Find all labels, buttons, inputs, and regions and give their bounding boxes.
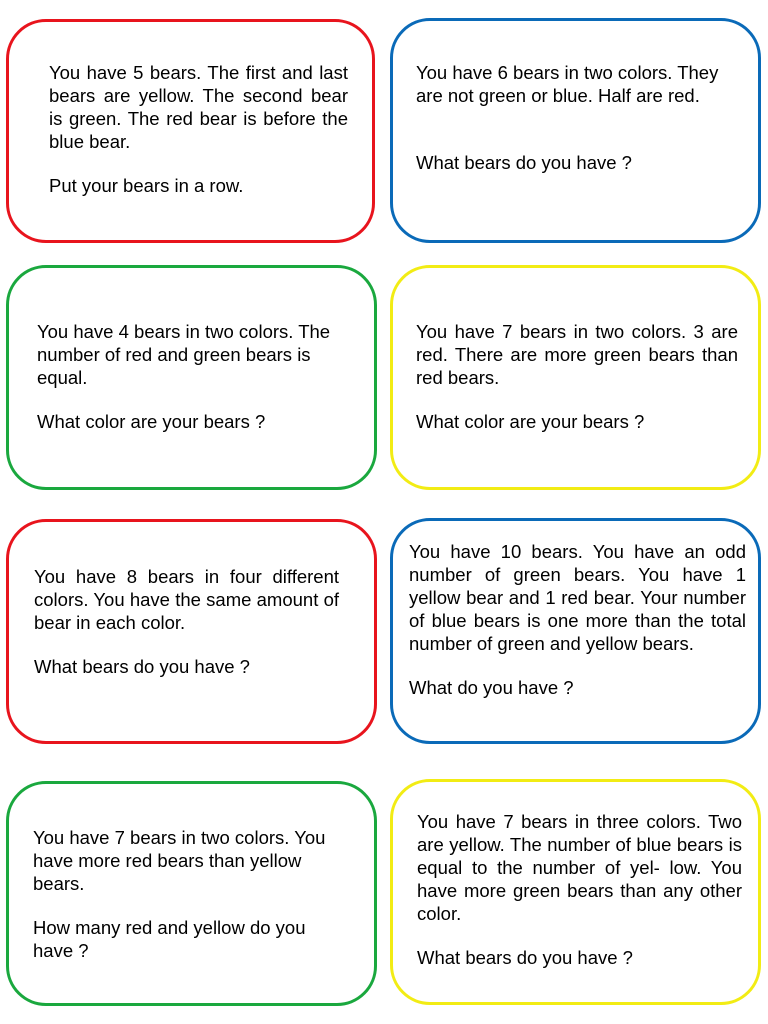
- problem-card-8: [390, 779, 761, 1005]
- card-problem-text: You have 7 bears in three colors. Two are yellow. The number of blue bears is equal to the number of yel- low. You have more green bears than any other color.: [417, 811, 742, 924]
- card-problem-text: You have 8 bears in four different colors. You have the same amount of bear in each color.: [34, 566, 339, 633]
- card-question-text: What bears do you have ?: [417, 947, 633, 968]
- card-question-text: What do you have ?: [409, 677, 574, 698]
- card-question-text: What bears do you have ?: [416, 152, 632, 173]
- problem-card-3: [6, 265, 377, 490]
- card-text: [417, 810, 742, 969]
- card-problem-text: You have 4 bears in two colors. The number of red and green bears is equal.: [37, 321, 331, 388]
- problem-card-2: [390, 18, 761, 243]
- card-problem-text: You have 7 bears in two colors. 3 are red. There are more green bears than red bears.: [416, 321, 738, 388]
- card-text: [49, 61, 348, 197]
- card-question-text: Put your bears in a row.: [49, 175, 244, 196]
- problem-card-4: [390, 265, 761, 490]
- card-text: [416, 320, 738, 433]
- card-text: [37, 320, 342, 433]
- card-problem-text: You have 7 bears in two colors. You have more red bears than yellow bears.: [33, 827, 326, 894]
- card-question-text: What color are your bears ?: [37, 411, 266, 432]
- card-question-text: What color are your bears ?: [416, 411, 645, 432]
- problem-card-5: [6, 519, 377, 744]
- problem-card-6: [390, 518, 761, 744]
- card-text: [416, 61, 746, 174]
- card-text: [33, 826, 348, 962]
- card-question-text: How many red and yellow do you have ?: [33, 917, 306, 961]
- card-question-text: What bears do you have ?: [34, 656, 250, 677]
- card-problem-text: You have 5 bears. The first and last bears are yellow. The second bear is green. The red bear is before the blue bear.: [49, 62, 348, 152]
- card-problem-text: You have 10 bears. You have an odd number of green bears. You have 1 yellow bear and 1 red bear. Your number of blue bears is one more than the total number of green and yellow bears.: [409, 541, 746, 654]
- problem-card-7: [6, 781, 377, 1006]
- card-text: [34, 565, 339, 678]
- card-text: [409, 540, 746, 699]
- problem-card-1: [6, 19, 375, 243]
- card-problem-text: You have 6 bears in two colors. They are not green or blue. Half are red.: [416, 62, 719, 106]
